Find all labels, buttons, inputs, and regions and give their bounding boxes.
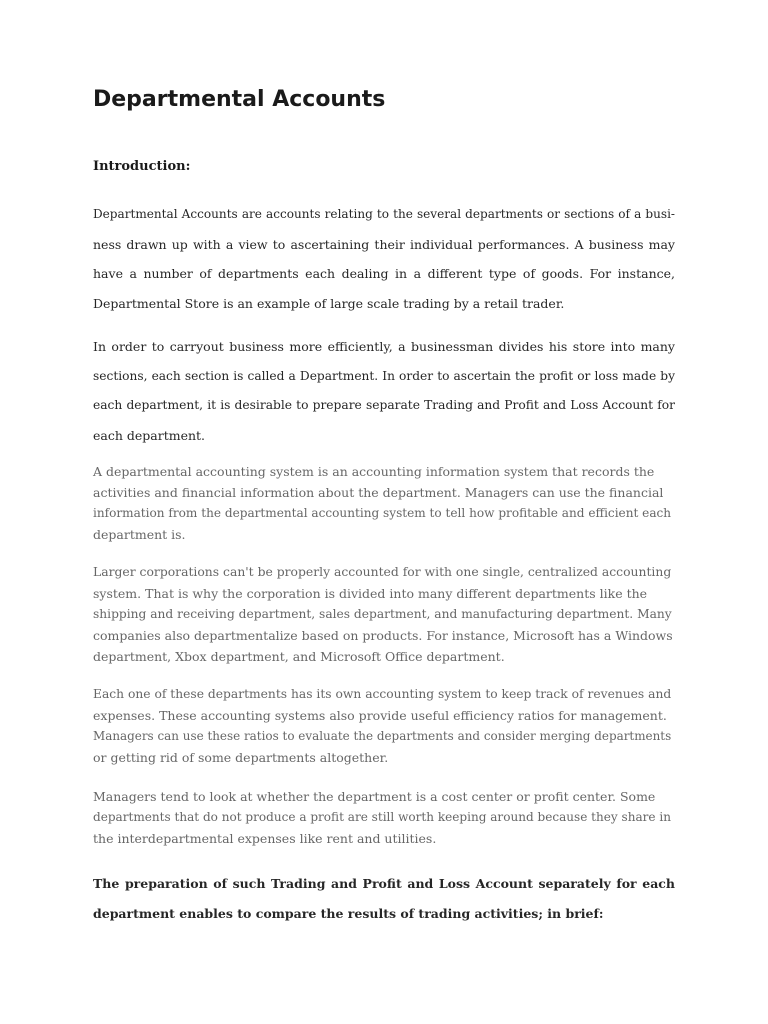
text-line: expenses. These accounting systems also provide useful efficiency ratios for management.	[93, 708, 667, 723]
paragraph-definition	[93, 200, 675, 318]
text-line: department is.	[93, 527, 186, 542]
paragraph-efficiency-ratios	[93, 684, 675, 768]
text-line: each department, it is desirable to prepare separate Trading and Profit and Loss Account for	[93, 398, 675, 412]
document-title: Departmental Accounts	[93, 87, 386, 112]
text-line: The preparation of such Trading and Profit and Loss Account separately for each	[93, 876, 675, 891]
text-line: Departmental Store is an example of large scale trading by a retail trader.	[93, 295, 565, 311]
text-line: shipping and receiving department, sales department, and manufacturing department. Many	[93, 607, 672, 621]
text-line: departments that do not produce a profit are still worth keeping around because they share in	[93, 810, 671, 824]
paragraph-larger-corporations	[93, 562, 675, 667]
text-line: information from the departmental accounting system to tell how profitable and efficient each	[93, 506, 672, 520]
text-line: In order to carryout business more efficiently, a businessman divides his store into many	[93, 339, 675, 354]
text-line: Managers can use these ratios to evaluate the departments and consider merging departments	[93, 729, 672, 743]
text-line: each department.	[93, 427, 206, 443]
text-line: Managers tend to look at whether the department is a cost center or profit center. Some	[93, 789, 656, 804]
text-line: companies also departmentalize based on products. For instance, Microsoft has a Windows	[93, 628, 673, 643]
paragraph-department-purpose	[93, 332, 675, 450]
text-line: Each one of these departments has its own accounting system to keep track of revenues and	[93, 687, 672, 701]
text-line: the interdepartmental expenses like rent and utilities.	[93, 831, 437, 846]
text-line: system. That is why the corporation is divided into many different departments like the	[93, 586, 648, 601]
text-line: sections, each section is called a Department. In order to ascertain the profit or loss made by	[93, 368, 675, 383]
paragraph-accounting-system	[93, 461, 675, 545]
paragraph-preparation-summary	[93, 869, 675, 929]
text-line: ness drawn up with a view to ascertaining their individual performances. A business may	[93, 236, 675, 252]
text-line: or getting rid of some departments altogether.	[93, 750, 389, 765]
text-line: Larger corporations can't be properly accounted for with one single, centralized accounting	[93, 565, 672, 579]
text-line: Departmental Accounts are accounts relating to the several departments or sections of a busi-	[93, 207, 675, 221]
text-line: activities and financial information about the department. Managers can use the financial	[93, 485, 664, 500]
paragraph-cost-profit-center	[93, 786, 675, 849]
introduction-heading: Introduction:	[93, 159, 191, 174]
text-line: department, Xbox department, and Microsoft Office department.	[93, 649, 505, 664]
text-line: department enables to compare the results of trading activities; in brief:	[93, 906, 604, 921]
text-line: have a number of departments each dealing in a different type of goods. For instance,	[93, 266, 675, 281]
text-line: A departmental accounting system is an accounting information system that records the	[93, 464, 655, 479]
